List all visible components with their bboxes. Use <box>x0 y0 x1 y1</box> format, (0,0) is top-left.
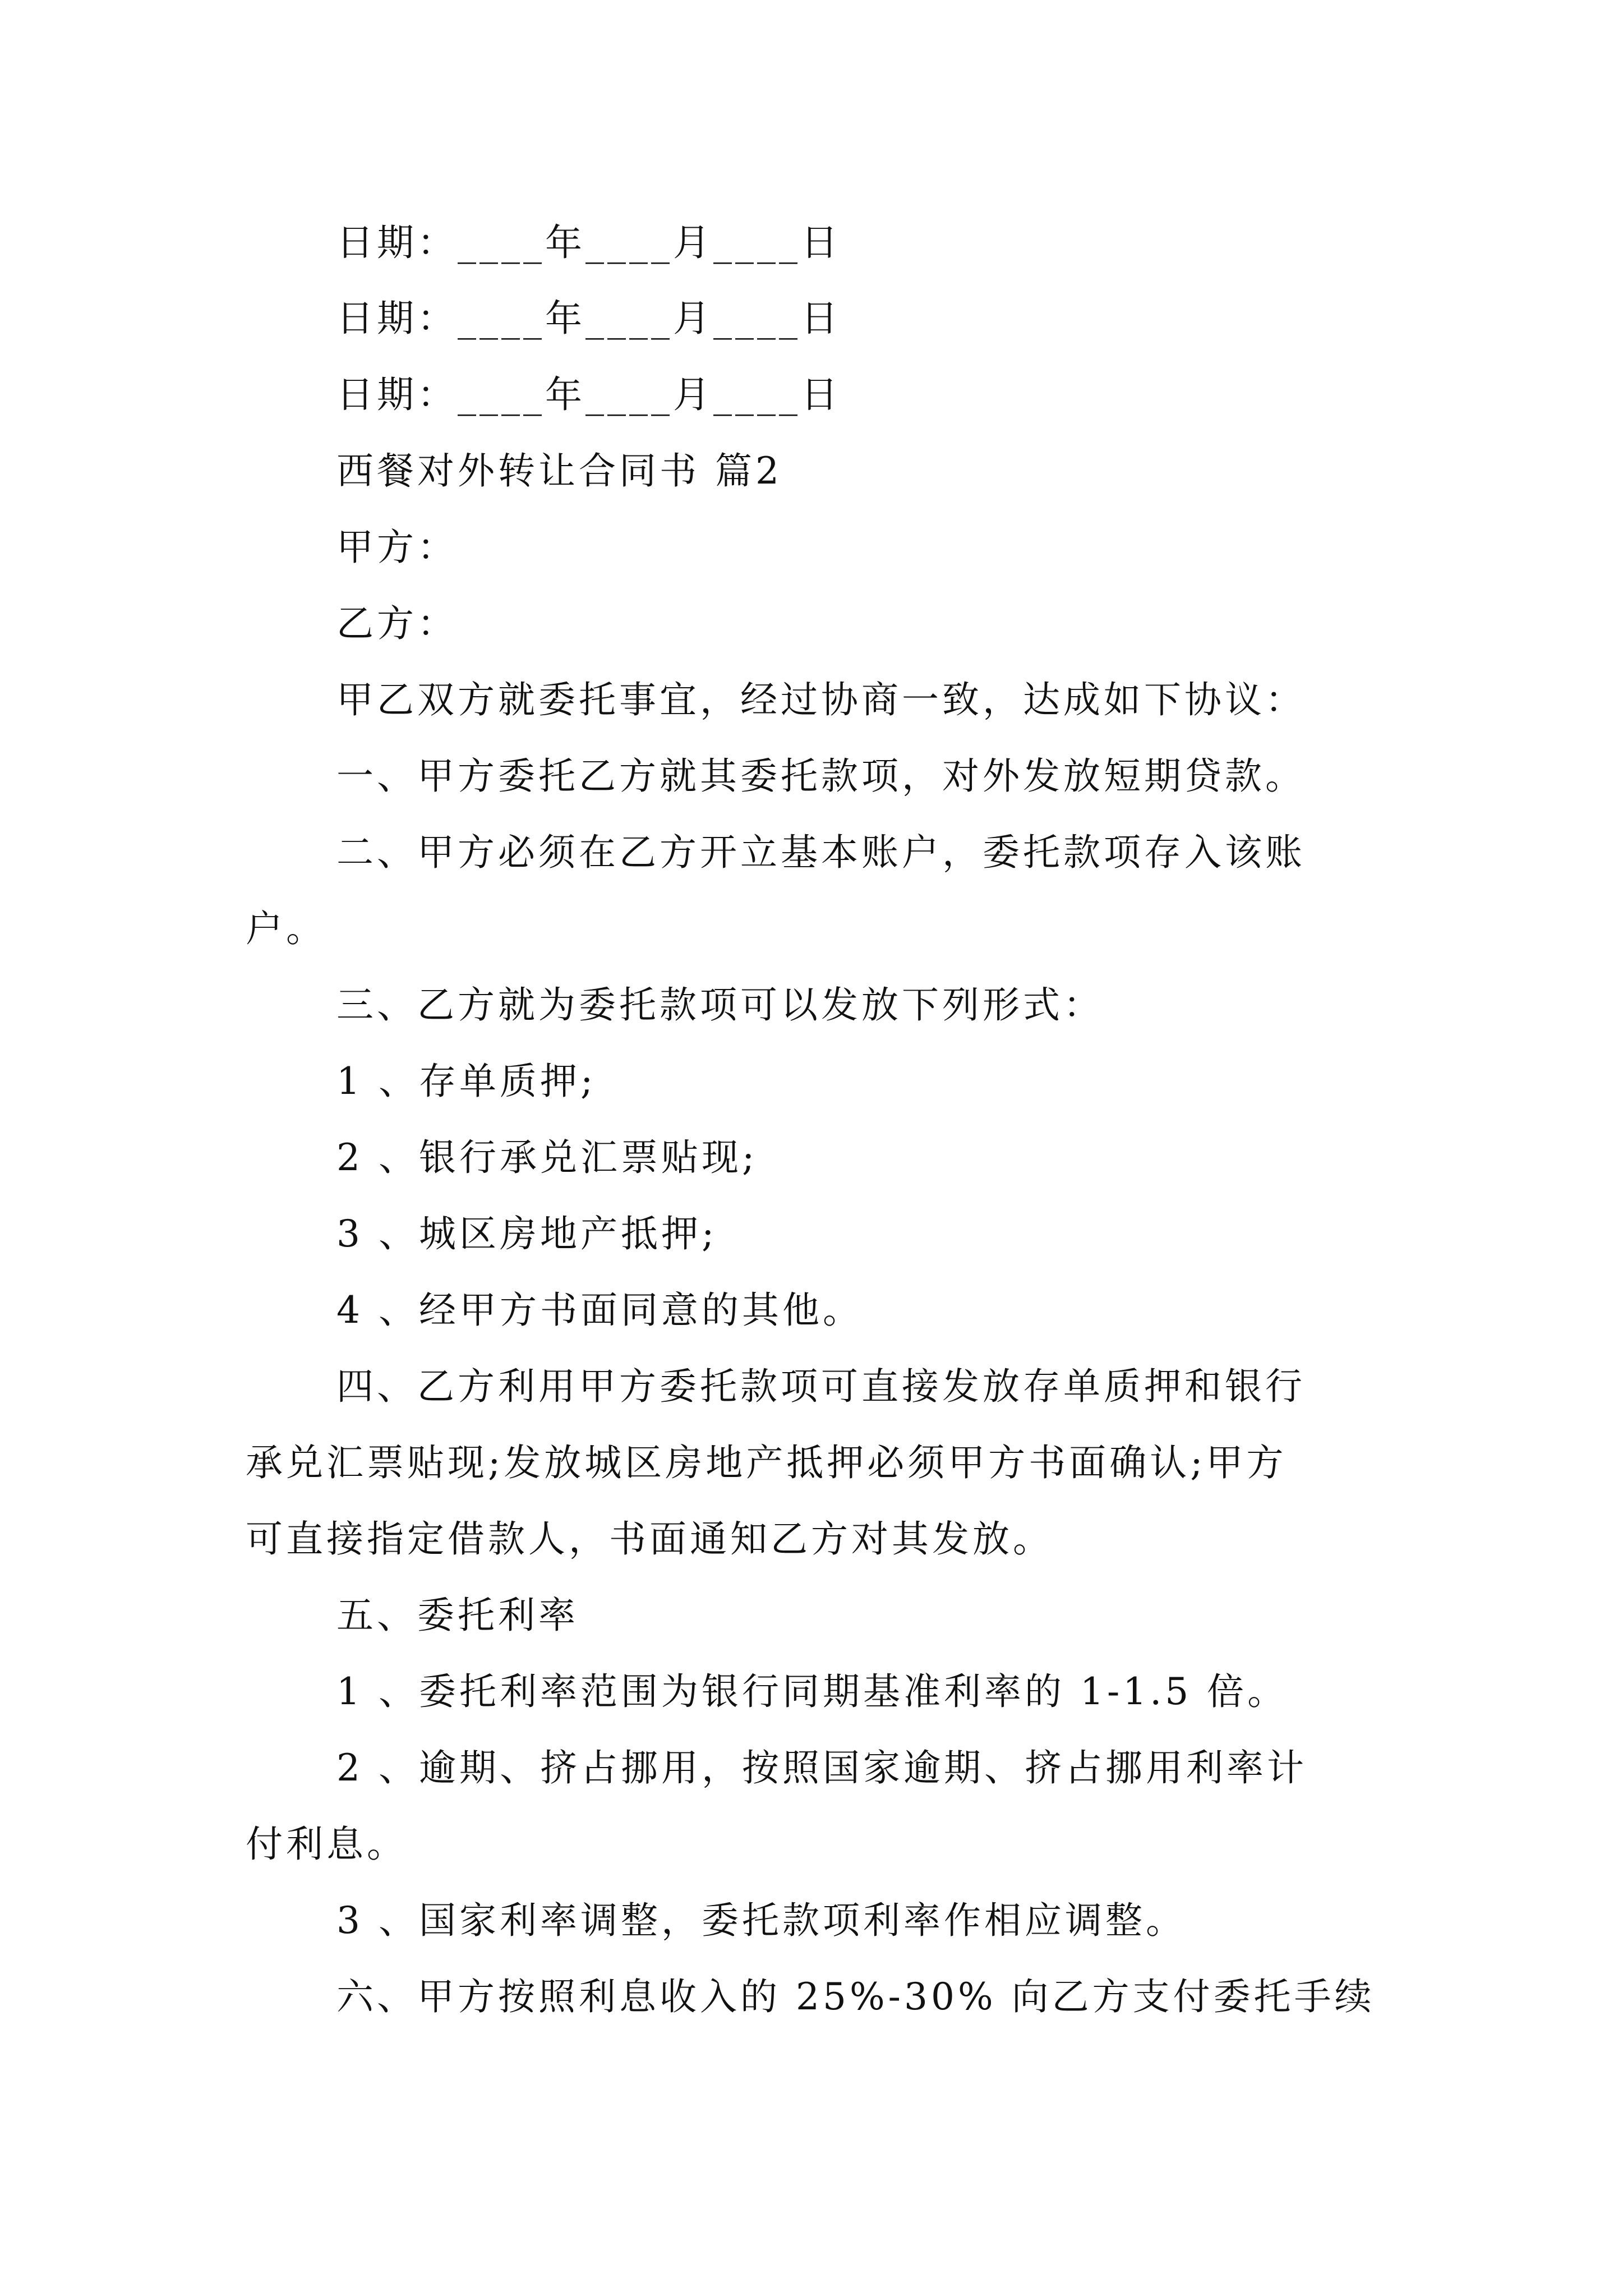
date-line: 日期：____年____月____日 <box>336 297 841 340</box>
list-item: 1 、存单质押; <box>336 1060 597 1103</box>
date-line: 日期：____年____月____日 <box>336 221 841 264</box>
clause-paragraph: 四、乙方利用甲方委托款项可直接发放存单质押和银行 <box>336 1365 1306 1408</box>
list-item: 1 、委托利率范围为银行同期基准利率的 1-1.5 倍。 <box>336 1670 1288 1713</box>
clause-paragraph: 二、甲方必须在乙方开立基本账户，委托款项存入该账 <box>336 831 1306 874</box>
intro-paragraph: 甲乙双方就委托事宜，经过协商一致，达成如下协议： <box>336 678 1306 721</box>
clause-continuation: 承兑汇票贴现;发放城区房地产抵押必须甲方书面确认;甲方 <box>246 1441 1287 1484</box>
clause-paragraph: 一、甲方委托乙方就其委托款项，对外发放短期贷款。 <box>336 754 1306 798</box>
clause-paragraph: 六、甲方按照利息收入的 25%-30% 向乙方支付委托手续 <box>336 1975 1375 2018</box>
clause-paragraph: 五、委托利率 <box>336 1594 579 1637</box>
date-line: 日期：____年____月____日 <box>336 373 841 416</box>
clause-continuation: 付利息。 <box>246 1823 407 1866</box>
section-title: 西餐对外转让合同书 篇2 <box>336 449 782 493</box>
list-item: 3 、国家利率调整，委托款项利率作相应调整。 <box>336 1899 1186 1942</box>
list-item: 2 、银行承兑汇票贴现; <box>336 1136 758 1179</box>
clause-continuation: 可直接指定借款人，书面通知乙方对其发放。 <box>246 1517 1053 1561</box>
list-item: 4 、经甲方书面同意的其他。 <box>336 1289 863 1332</box>
clause-continuation: 户。 <box>246 907 326 950</box>
party-a-label: 甲方： <box>336 526 458 569</box>
list-item: 3 、城区房地产抵押; <box>336 1212 718 1255</box>
list-item: 2 、逾期、挤占挪用，按照国家逾期、挤占挪用利率计 <box>336 1746 1307 1789</box>
clause-paragraph: 三、乙方就为委托款项可以发放下列形式： <box>336 983 1104 1027</box>
party-b-label: 乙方： <box>336 602 458 645</box>
